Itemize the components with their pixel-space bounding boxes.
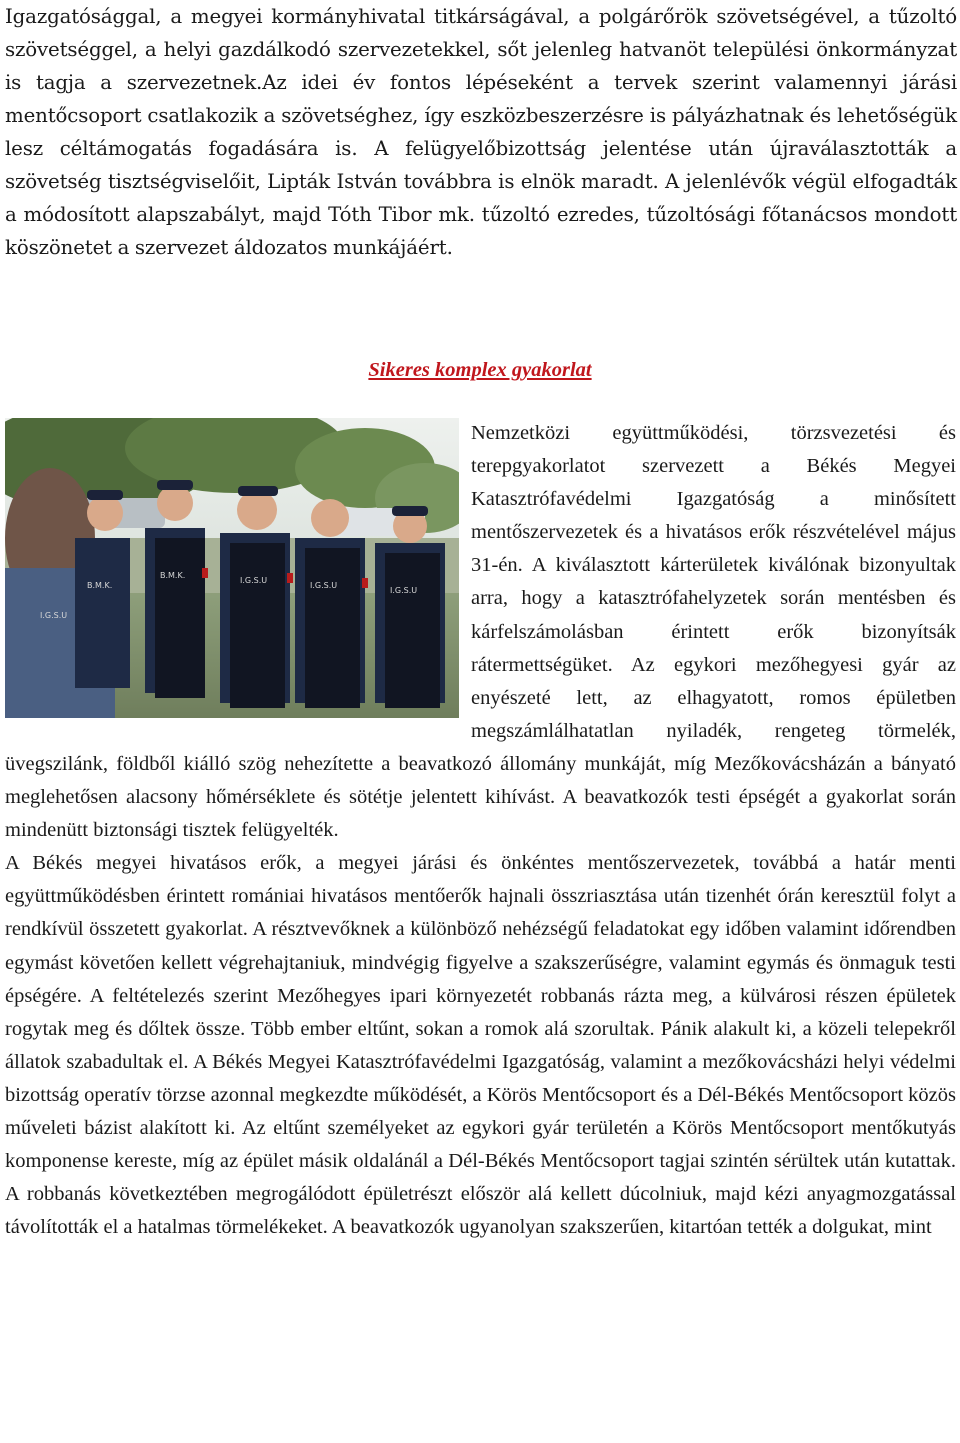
paragraph-2: A Békés megyei hivatásos erők, a megyei járási és önkéntes mentőszervezetek, továbbá a határ menti együttműködésben érintett romániai hivatásos mentőerők hajnali összriasztása után tizenhét órán keresztül folyt a rendkívül összetett gyakorlat. A résztvevőknek a különböző nehézségű feladatokat egy időben valamint időrendben egymást követően kellett végrehajtaniuk, mindvégig figyelve a szakszerűségre, valamint egymás és önmaguk testi épségére. A feltételezés szerint Mezőhegyes ipari környezetét robbanás rázta meg, a külvárosi részen épületek rogytak meg és dőltek össze. Több ember eltűnt, sokan a romok alá szorultak. Pánik alakult ki, a közeli telepekről állatok szabadultak el. A Békés Megyei Katasztrófavédelmi Igazgatóság, valamint a mezőkovácsházi helyi védelmi bizottság operatív törzse azonnal megkezdte működését, a Körös Mentőcsoport és a Dél-Békés Mentőcsoport közös műveleti bázist alakított ki. Az eltűnt személyeket az egykori gyár területén a Körös Mentőcsoport mentőkutyás komponense kereste, míg az épület másik oldalánál a Dél-Békés Mentőcsoport tagjai szintén sérültek után kutattak. A robbanás következtében megrogálódott épületrészt először alá kellett dúcolniuk, majd kézi anyagmozgatással távolították el a hatalmas törmelékeket. A beavatkozók ugyanolyan szakszerűen, kitartóan tették a dolgukat, mint	[5, 852, 956, 1239]
badge-text: I.G.S.U	[240, 576, 268, 585]
paragraph-1: Nemzetközi együttműködési, törzsvezetési és terepgyakorlatot szervezett a Békés Megyei Katasztrófavédelmi Igazgatóság a minősített mentőszervezetek és a hivatásos erők részvételével május 31-én. A kiválasztott kárterületek kiválónak bizonyultak arra, hogy a katasztrófahelyzetek során mentésben és kárfelszámolásban érintett erők bizonyítsák rátermettségüket. Az egykori mezőhegyesi gyár az enyészeté lett, az elhagyatott, romos épületben megszámlálhatatlan nyiladék, rengeteg törmelék, üvegszilánk, földből kiálló szög nehezítette a beavatkozó állomány munkáját, míg Mezőkovácsházán a bányató meglehetősen alacsony hőmérséklete és sötétje jelentett kihívást. A beavatkozók testi épségét a gyakorlat során mindenütt biztonsági tisztek felügyelték.	[5, 422, 956, 842]
badge-text: B.M.K.	[87, 581, 113, 590]
badge-text: I.G.S.U	[40, 611, 68, 620]
badge-text: I.G.S.U	[390, 586, 418, 595]
photo-spacer	[5, 417, 471, 734]
badge-text: I.G.S.U	[310, 581, 338, 590]
badge-text: B.M.K.	[160, 571, 186, 580]
intro-paragraph: Igazgatósággal, a megyei kormányhivatal titkárságával, a polgárőrök szövetségével, a tűzoltó szövetséggel, a helyi gazdálkodó szervezetekkel, sőt jelenleg hatvanöt települési önkormányzat is tagja a szervezetnek.Az idei év fontos lépéseként a tervek szerint valamennyi járási mentőcsoport csatlakozik a szövetséghez, így eszközbeszerzésre is pályázhatnak és lehetőségük lesz céltámogatás fogadására is. A felügyelőbizottság jelentése után újraválasztották a szövetség tisztségviselőit, Lipták István továbbra is elnök maradt. A jelenlévők végül elfogadták a módosított alapszabályt, majd Tóth Tibor mk. tűzoltó ezredes, tűzoltósági főtanácsos mondott köszönetet a szervezet áldozatos munkájáért.	[5, 5, 957, 259]
article-body	[5, 417, 956, 1244]
section-title: Sikeres komplex gyakorlat	[368, 359, 592, 381]
